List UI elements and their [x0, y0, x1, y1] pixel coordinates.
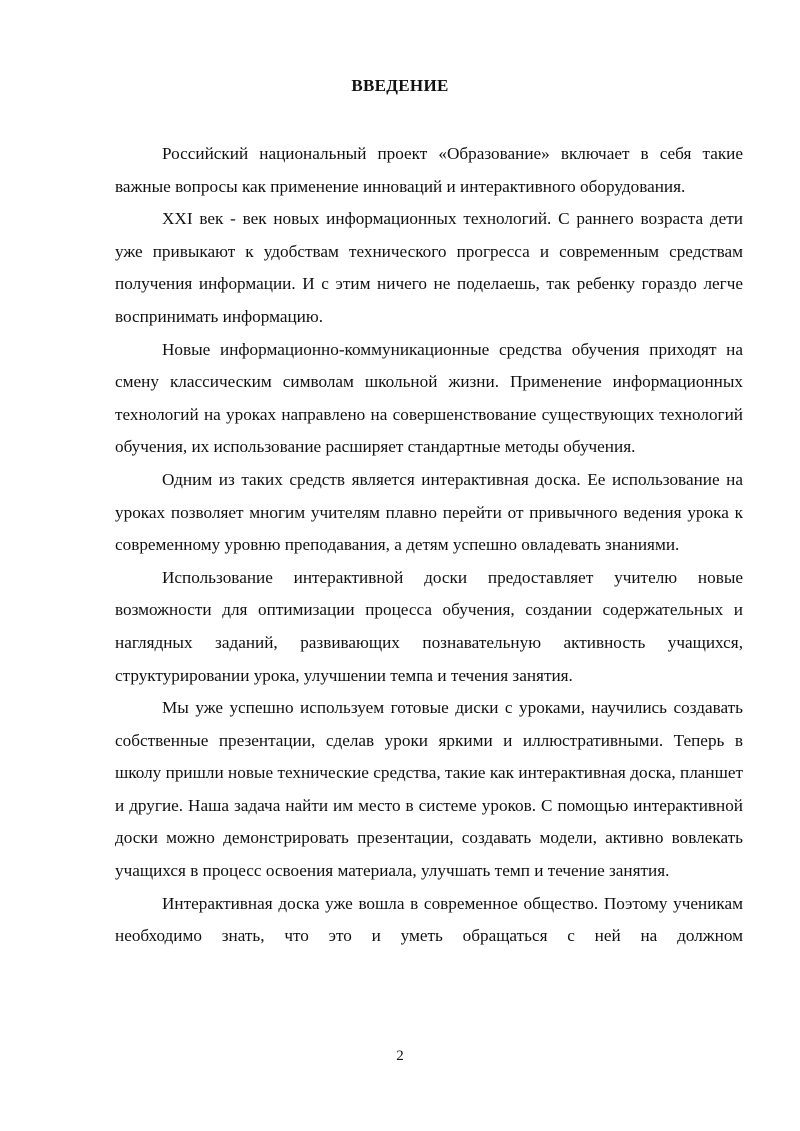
page-number: 2 — [396, 1048, 404, 1064]
document-body — [115, 138, 743, 953]
paragraph-5: Использование интерактивной доски предоставляет учителю новые возможности для оптимизации процесса обучения, создании содержательных и наглядных заданий, развивающих познавательную активность учащихся, структурировании урока, улучшении темпа и течения занятия. — [115, 567, 743, 685]
paragraph-6: Мы уже успешно используем готовые диски с уроками, научились создавать собственные презентации, сделав уроки яркими и иллюстративными. Теперь в школу пришли новые технические средства, такие как интерактивная доска, планшет и другие. Наша задача найти им место в системе уроков. С помощью интерактивной доски можно демонстрировать презентации, создавать модели, активно вовлекать учащихся в процесс освоения материала, улучшать темп и течение занятия. — [115, 698, 743, 881]
paragraph-1: Российский национальный проект «Образование» включает в себя такие важные вопросы как применение инноваций и интерактивного оборудования. — [115, 144, 743, 196]
paragraph-4: Одним из таких средств является интерактивная доска. Ее использование на уроках позволяет многим учителям плавно перейти от привычного ведения урока к современному уровню преподавания, а детям успешно овладевать знаниями. — [115, 469, 743, 555]
paragraph-2: XXI век - век новых информационных технологий. С раннего возраста дети уже привыкают к удобствам технического прогресса и современным средствам получения информации. И с этим ничего не поделаешь, так ребенку гораздо легче воспринимать информацию. — [115, 209, 743, 326]
paragraph-3: Новые информационно-коммуникационные средства обучения приходят на смену классическим символам школьной жизни. Применение информационных технологий на уроках направлено на совершенствование существующих технологий обучения, их использование расширяет стандартные методы обучения. — [115, 339, 743, 457]
paragraph-7: Интерактивная доска уже вошла в современное общество. Поэтому ученикам необходимо знать, что это и уметь обращаться с ней на должном — [115, 893, 743, 946]
page-title: ВВЕДЕНИЕ — [351, 76, 449, 95]
